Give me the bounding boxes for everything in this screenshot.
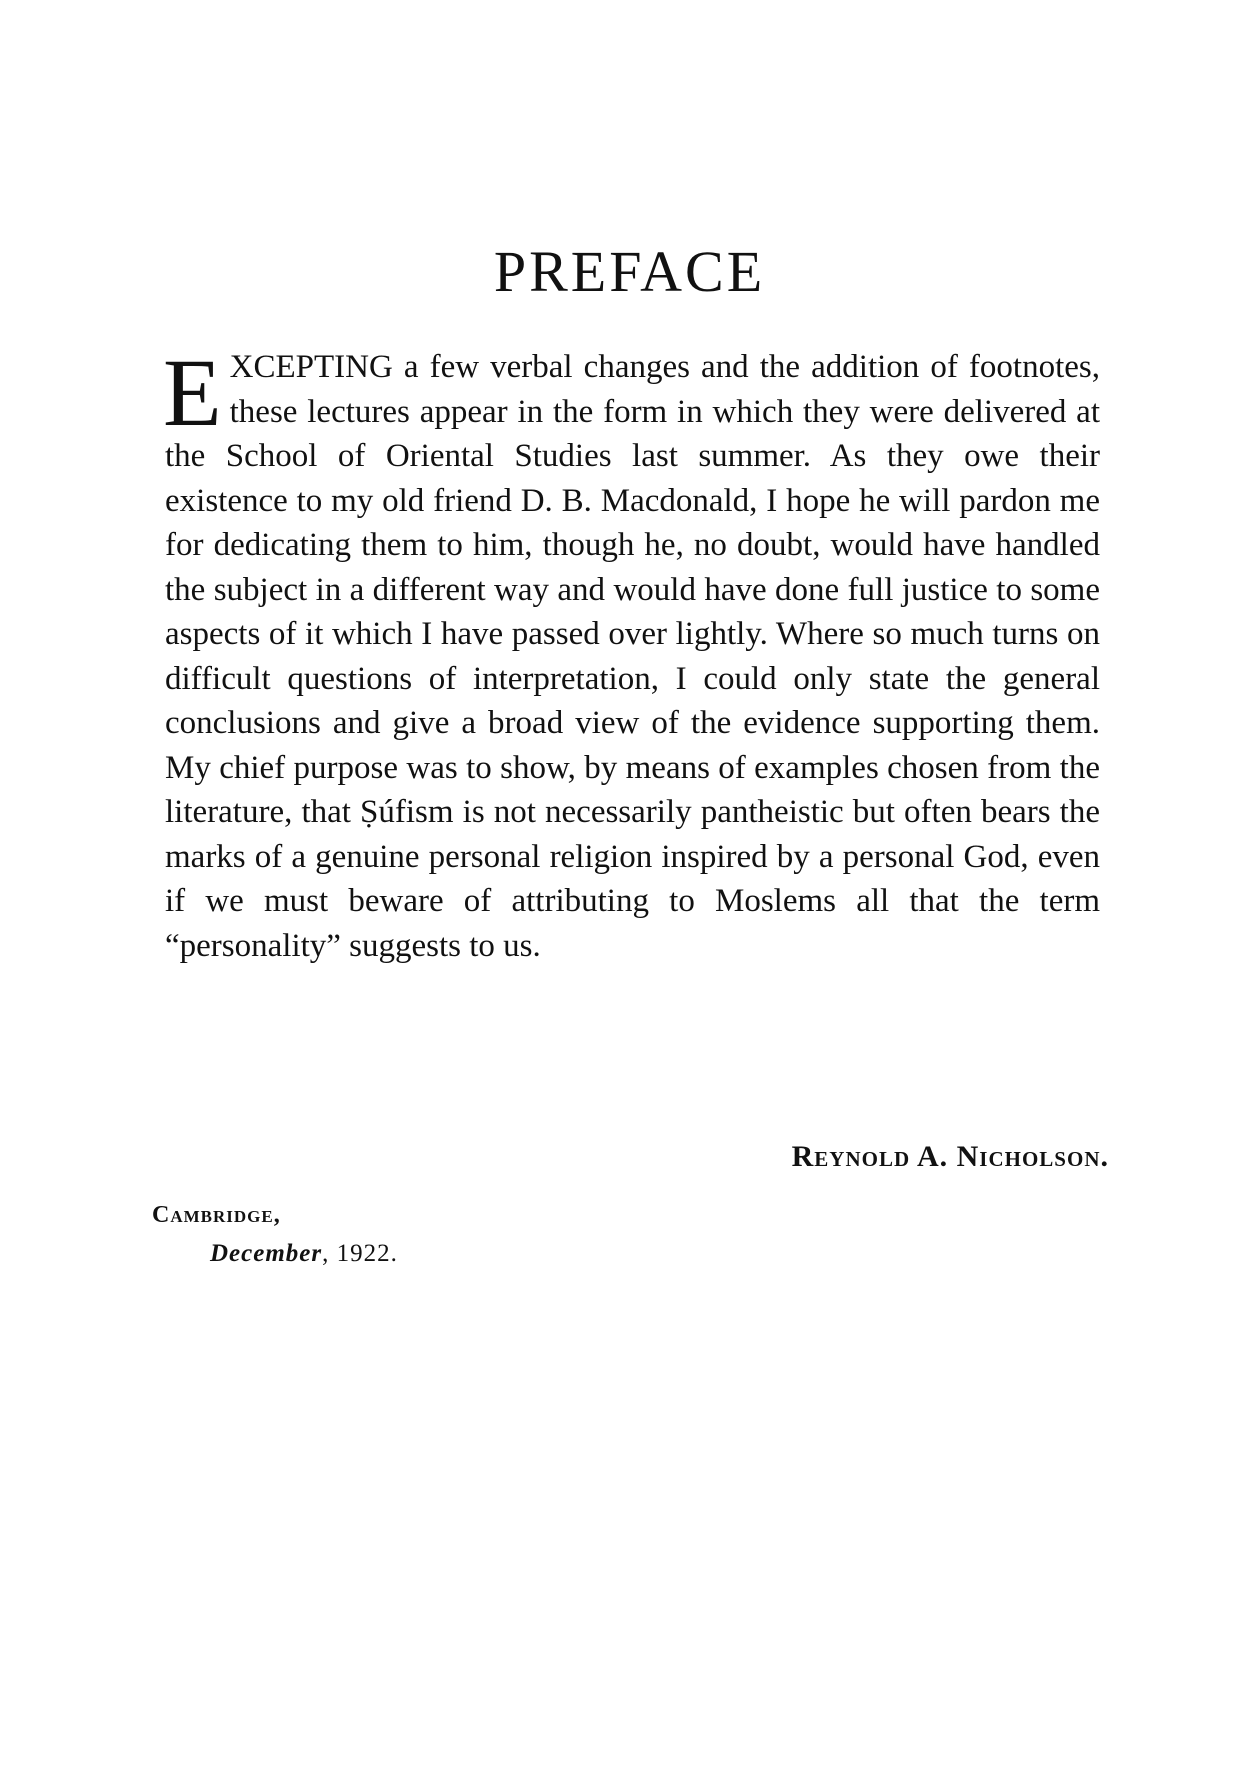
preface-body-text: a few verbal changes and the addition of footnotes, these lectures appear in the form in which they were delivered at the School of Oriental Studies last summer. As they owe their existence to my old friend D. B. Macdonald, I hope he will pardon me for dedicating them to him, though he, no doubt, would have handled the subject in a different way and would have done full justice to some aspects of it which I have passed over lightly. Where so much turns on difficult questions of interpretation, I could only state the general conclusions and give a broad view of the evidence supporting them. My chief purpose was to show, by means of examples chosen from the literature, that Ṣúfism is not necessarily pantheistic but often bears the marks of a genuine personal religion inspired by a personal God, even if we must beware of attributing to Moslems all that the term “personality” suggests to us.	[165, 349, 1100, 964]
date-year: , 1922.	[322, 1240, 398, 1267]
date-line	[210, 1240, 398, 1268]
author-signature: Reynold A. Nicholson.	[791, 1140, 1109, 1173]
first-word-rest: XCEPTING	[229, 349, 393, 385]
preface-paragraph	[163, 339, 1100, 968]
page-title: PREFACE	[493, 239, 766, 304]
drop-cap: E	[163, 339, 222, 446]
date-month: December	[210, 1240, 323, 1267]
place-line: Cambridge,	[152, 1202, 281, 1228]
